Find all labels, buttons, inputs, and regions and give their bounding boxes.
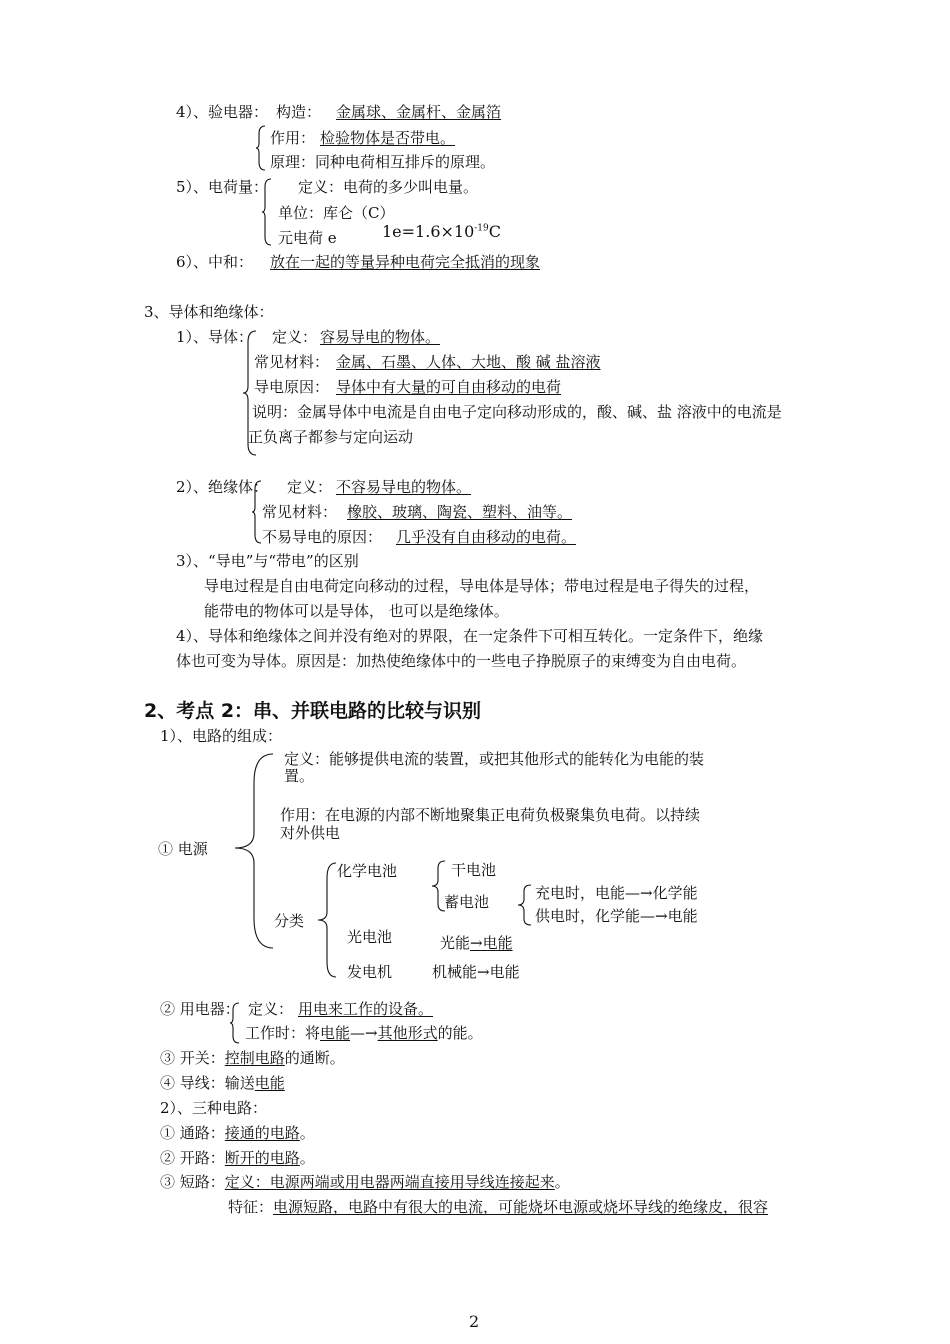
conductor-materials: 金属、石墨、人体、大地、酸 碱 盐溶液: [336, 353, 601, 371]
conductor-def: 容易导电的物体。: [320, 328, 441, 346]
conductor-reason: 导体中有大量的可自由移动的电荷: [336, 378, 562, 396]
storage-brace: [518, 884, 532, 926]
appliance-def: 用电来工作的设备。: [298, 1000, 434, 1018]
conductor-note-line1: 说明：金属导体中电流是自由电子定向移动形成的，酸、碱、盐 溶液中的电流是: [252, 403, 782, 421]
insulator-brace: [252, 480, 262, 544]
power-role-line2: 对外供电: [280, 824, 341, 842]
path-circuit: ① 通路：接通的电路。: [160, 1124, 315, 1142]
electroscope-brace: [256, 125, 266, 171]
charge-brace: [262, 178, 272, 246]
power-source-brace: [232, 753, 274, 949]
conductor-label: 1）、导体：: [176, 328, 254, 346]
insulator-label: 2）、绝缘体：: [176, 478, 269, 496]
difference-line1: 导电过程是自由电荷定向移动的过程，导电体是导体；带电过程是电子得失的过程，: [204, 577, 760, 595]
power-classify-label: 分类: [274, 912, 305, 930]
electroscope-label: 4）、验电器：: [176, 103, 269, 121]
electroscope-function: 检验物体是否带电。: [320, 129, 456, 147]
insulator-reason: 几乎没有自由移动的电荷。: [396, 528, 577, 546]
wire-line: ④ 导线：输送电能: [160, 1074, 285, 1092]
short-circuit-def: ③ 短路：定义：电源两端或用电器两端直接用导线连接起来。: [160, 1173, 570, 1191]
neutralize-text: 放在一起的等量异种电荷完全抵消的现象: [270, 253, 541, 271]
difference-line2: 能带电的物体可以是导体， 也可以是绝缘体。: [204, 602, 509, 620]
short-circuit-feature: 特征：电源短路，电路中有很大的电流，可能烧坏电源或烧坏导线的绝缘皮，很容: [228, 1198, 769, 1216]
topic2-heading: 2、考点 2：串、并联电路的比较与识别: [144, 700, 482, 722]
boundary-line1: 4）、导体和绝缘体之间并没有绝对的界限，在一定条件下可相互转化。一定条件下，绝缘: [176, 627, 764, 645]
charge-elementary-label: 元电荷 e: [278, 229, 337, 247]
switch-line: ③ 开关：控制电路的通断。: [160, 1049, 345, 1067]
power-def-line1: 定义：能够提供电流的装置，或把其他形式的能转化为电能的装: [284, 750, 705, 768]
storage-battery: 蓄电池: [444, 893, 490, 911]
appliance-brace: [230, 1002, 240, 1044]
insulator-materials-label: 常见材料：: [262, 503, 338, 521]
appliance-work: 工作时：将电能—→其他形式的能。: [245, 1024, 483, 1042]
open-circuit: ② 开路：断开的电路。: [160, 1149, 315, 1167]
photo-energy: 光能→电能: [440, 934, 513, 952]
dry-battery: 干电池: [451, 861, 497, 879]
conductor-materials-label: 常见材料：: [254, 353, 330, 371]
generator: 发电机: [347, 963, 393, 981]
electroscope-structure: 金属球、金属杆、金属箔: [336, 103, 502, 121]
generator-energy: 机械能→电能: [432, 963, 520, 981]
charge-unit: 单位：库仑（C）: [278, 204, 395, 222]
insulator-materials: 橡胶、玻璃、陶瓷、塑料、油等。: [347, 503, 573, 521]
neutralize-label: 6）、中和：: [176, 253, 254, 271]
charge-label: 5）、电荷量：: [176, 178, 269, 196]
photo-battery: 光电池: [347, 928, 393, 946]
three-circuits-label: 2）、三种电路：: [160, 1099, 268, 1117]
boundary-line2: 体也可变为导体。原因是：加热使绝缘体中的一些电子挣脱原子的束缚变为自由电荷。: [176, 652, 747, 670]
insulator-def: 不容易导电的物体。: [336, 478, 472, 496]
circuit-composition-label: 1）、电路的组成：: [160, 727, 283, 745]
section3-title: 3、导体和绝缘体：: [144, 303, 274, 321]
charging-process: 充电时，电能—→化学能: [535, 884, 698, 902]
appliance-label: ② 用电器：: [160, 1000, 240, 1018]
insulator-reason-label: 不易导电的原因：: [262, 528, 383, 546]
conductor-def-label: 定义：: [272, 328, 318, 346]
power-source-label: ① 电源: [158, 840, 208, 858]
charge-elementary-value: $1e=1.6\times 10^{-19}C$: [382, 222, 502, 241]
electroscope-principle: 原理：同种电荷相互排斥的原理。: [270, 153, 496, 171]
difference-label: 3）、“导电”与“带电”的区别: [176, 552, 359, 570]
electroscope-function-label: 作用：: [270, 129, 316, 147]
chemical-battery: 化学电池: [337, 862, 398, 880]
electroscope-structure-label: 构造：: [276, 103, 322, 121]
appliance-def-label: 定义：: [248, 1000, 294, 1018]
charge-definition: 定义：电荷的多少叫电量。: [298, 178, 479, 196]
supplying-process: 供电时，化学能—→电能: [535, 907, 698, 925]
conductor-note-line2: 正负离子都参与定向运动: [248, 428, 414, 446]
insulator-def-label: 定义：: [287, 478, 333, 496]
power-def-line2: 置。: [284, 767, 315, 785]
page-number: 2: [469, 1312, 480, 1331]
classify-brace: [315, 862, 337, 978]
power-role-line1: 作用：在电源的内部不断地聚集正电荷负极聚集负电荷。以持续: [280, 806, 701, 824]
conductor-reason-label: 导电原因：: [254, 378, 330, 396]
